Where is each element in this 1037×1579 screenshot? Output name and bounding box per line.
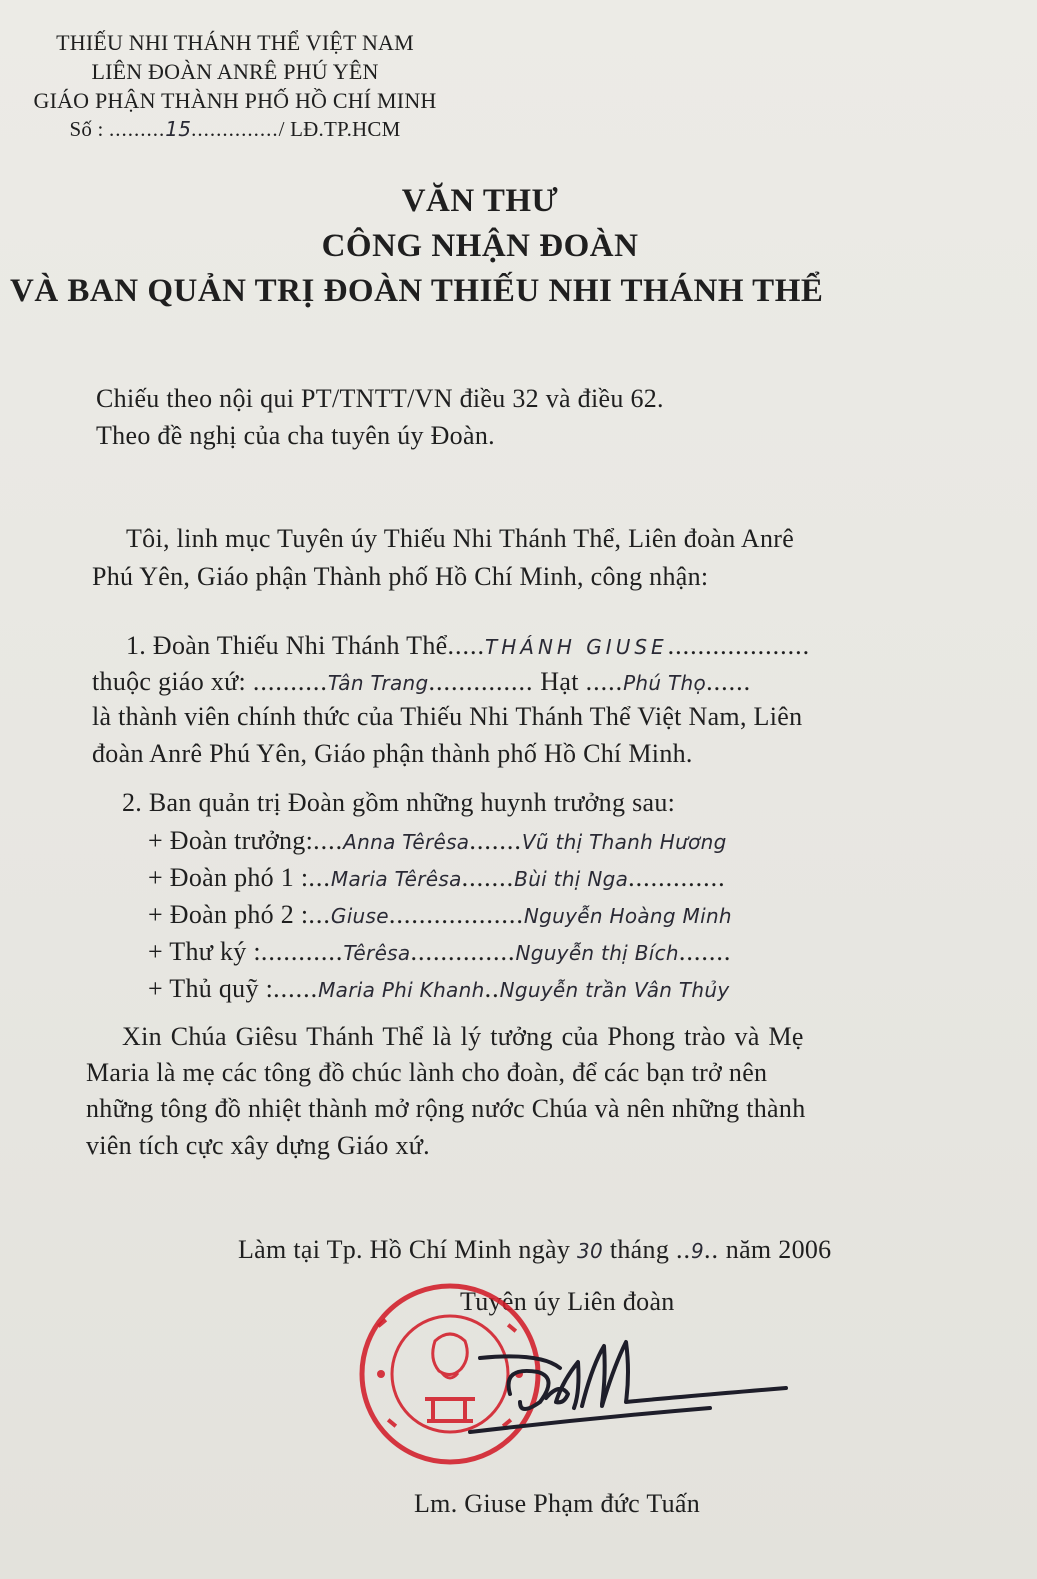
role-row: + Đoàn phó 2 :...Giuse..................Nguyễn Hoàng Minh	[148, 900, 732, 929]
item1-line2: thuộc giáo xứ: ..........Tân Trang.............. Hạt .....Phú Thọ......	[92, 667, 752, 696]
role-saint: Maria Phi Khanh	[318, 978, 485, 1002]
role-label: + Đoàn phó 1 :	[148, 863, 309, 892]
doan-name: THÁNH GIUSE	[485, 635, 668, 659]
closing-line3: những tông đồ nhiệt thành mở rộng nước Chúa và nên những thành	[86, 1094, 806, 1123]
item1-line3: là thành viên chính thức của Thiếu Nhi Thánh Thể Việt Nam, Liên	[92, 702, 803, 731]
role-saint: Maria Têrêsa	[330, 867, 462, 891]
role-row: + Đoàn phó 1 :...Maria Têrêsa.......Bùi thị Nga.............	[148, 863, 726, 892]
role-label: + Thư ký :	[148, 937, 261, 966]
document-number: Số : .........15............../ LĐ.TP.HCM	[69, 117, 401, 141]
role-person: Nguyễn thị Bích	[515, 941, 679, 965]
role-label: + Đoàn trưởng:	[148, 826, 314, 855]
date-prefix: Làm tại Tp. Hồ Chí Minh ngày	[238, 1235, 571, 1264]
signature-mark	[440, 1336, 800, 1446]
role-label: + Thủ quỹ :	[148, 974, 274, 1003]
role-row: + Đoàn trưởng:....Anna Têrêsa.......Vũ thị Thanh Hương	[148, 826, 727, 855]
date-year-label: năm	[725, 1235, 772, 1264]
hat-label: Hạt	[540, 667, 579, 696]
role-person: Bùi thị Nga	[514, 867, 629, 891]
role-row: + Thủ quỹ :......Maria Phi Khanh..Nguyễn trần Vân Thủy	[148, 974, 730, 1003]
item1-line1: 1. Đoàn Thiếu Nhi Thánh Thể.....THÁNH GIUSE...................	[126, 631, 811, 660]
letterhead	[0, 28, 470, 144]
giao-xu-label: thuộc giáo xứ:	[92, 667, 247, 696]
date-year: 2006	[778, 1235, 832, 1264]
document-title-line2: CÔNG NHẬN ĐOÀN	[321, 228, 639, 264]
role-saint: Giuse	[330, 904, 389, 928]
item2-label: 2. Ban quản trị Đoàn gồm những huynh trưởng sau:	[122, 788, 676, 817]
number-suffix: / LĐ.TP.HCM	[278, 117, 401, 141]
item1-label: 1. Đoàn Thiếu Nhi Thánh Thể	[126, 631, 448, 660]
date-month-label: tháng	[609, 1235, 670, 1264]
diocese-name: GIÁO PHẬN THÀNH PHỐ HỒ CHÍ MINH	[33, 88, 437, 113]
role-label: + Đoàn phó 2 :	[148, 900, 309, 929]
preamble-line2: Theo đề nghị của cha tuyên úy Đoàn.	[96, 421, 495, 450]
item1-line4: đoàn Anrê Phú Yên, Giáo phận thành phố Hồ Chí Minh.	[92, 739, 693, 768]
intro-line1: Tôi, linh mục Tuyên úy Thiếu Nhi Thánh Thể, Liên đoàn Anrê	[126, 524, 795, 553]
document-title-line3: VÀ BAN QUẢN TRỊ ĐOÀN THIẾU NHI THÁNH THỂ	[10, 273, 824, 309]
intro-line2: Phú Yên, Giáo phận Thành phố Hồ Chí Minh, công nhận:	[92, 562, 709, 591]
date-month: 9	[690, 1239, 704, 1263]
date-line: Làm tại Tp. Hồ Chí Minh ngày 30 tháng ..9.. năm 2006	[238, 1235, 832, 1264]
closing-line1: Xin Chúa Giêsu Thánh Thể là lý tưởng của Phong trào và Mẹ	[122, 1022, 804, 1051]
federation-name: LIÊN ĐOÀN ANRÊ PHÚ YÊN	[91, 59, 379, 84]
signatory-role: Tuyên úy Liên đoàn	[460, 1287, 675, 1316]
org-name: THIẾU NHI THÁNH THỂ VIỆT NAM	[56, 30, 414, 55]
role-person: Nguyễn trần Vân Thủy	[499, 978, 730, 1002]
role-row: + Thư ký :...........Têrêsa..............Nguyễn thị Bích.......	[148, 937, 732, 966]
date-day: 30	[576, 1239, 604, 1263]
role-saint: Têrêsa	[343, 941, 411, 965]
document-title-line1: VĂN THƯ	[401, 183, 559, 219]
giao-xu-value: Tân Trang	[327, 671, 429, 695]
hat-value: Phú Thọ	[623, 671, 707, 695]
role-person: Vũ thị Thanh Hương	[521, 830, 727, 854]
role-saint: Anna Têrêsa	[343, 830, 470, 854]
closing-line2: Maria là mẹ các tông đồ chúc lành cho đoàn, để các bạn trở nên	[86, 1058, 768, 1087]
closing-line4: viên tích cực xây dựng Giáo xứ.	[86, 1131, 430, 1160]
preamble-line1: Chiếu theo nội qui PT/TNTT/VN điều 32 và điều 62.	[96, 384, 664, 413]
signatory-name: Lm. Giuse Phạm đức Tuấn	[414, 1489, 701, 1518]
number-label: Số :	[69, 117, 104, 141]
number-value: 15	[165, 117, 192, 141]
role-person: Nguyễn Hoàng Minh	[523, 904, 732, 928]
